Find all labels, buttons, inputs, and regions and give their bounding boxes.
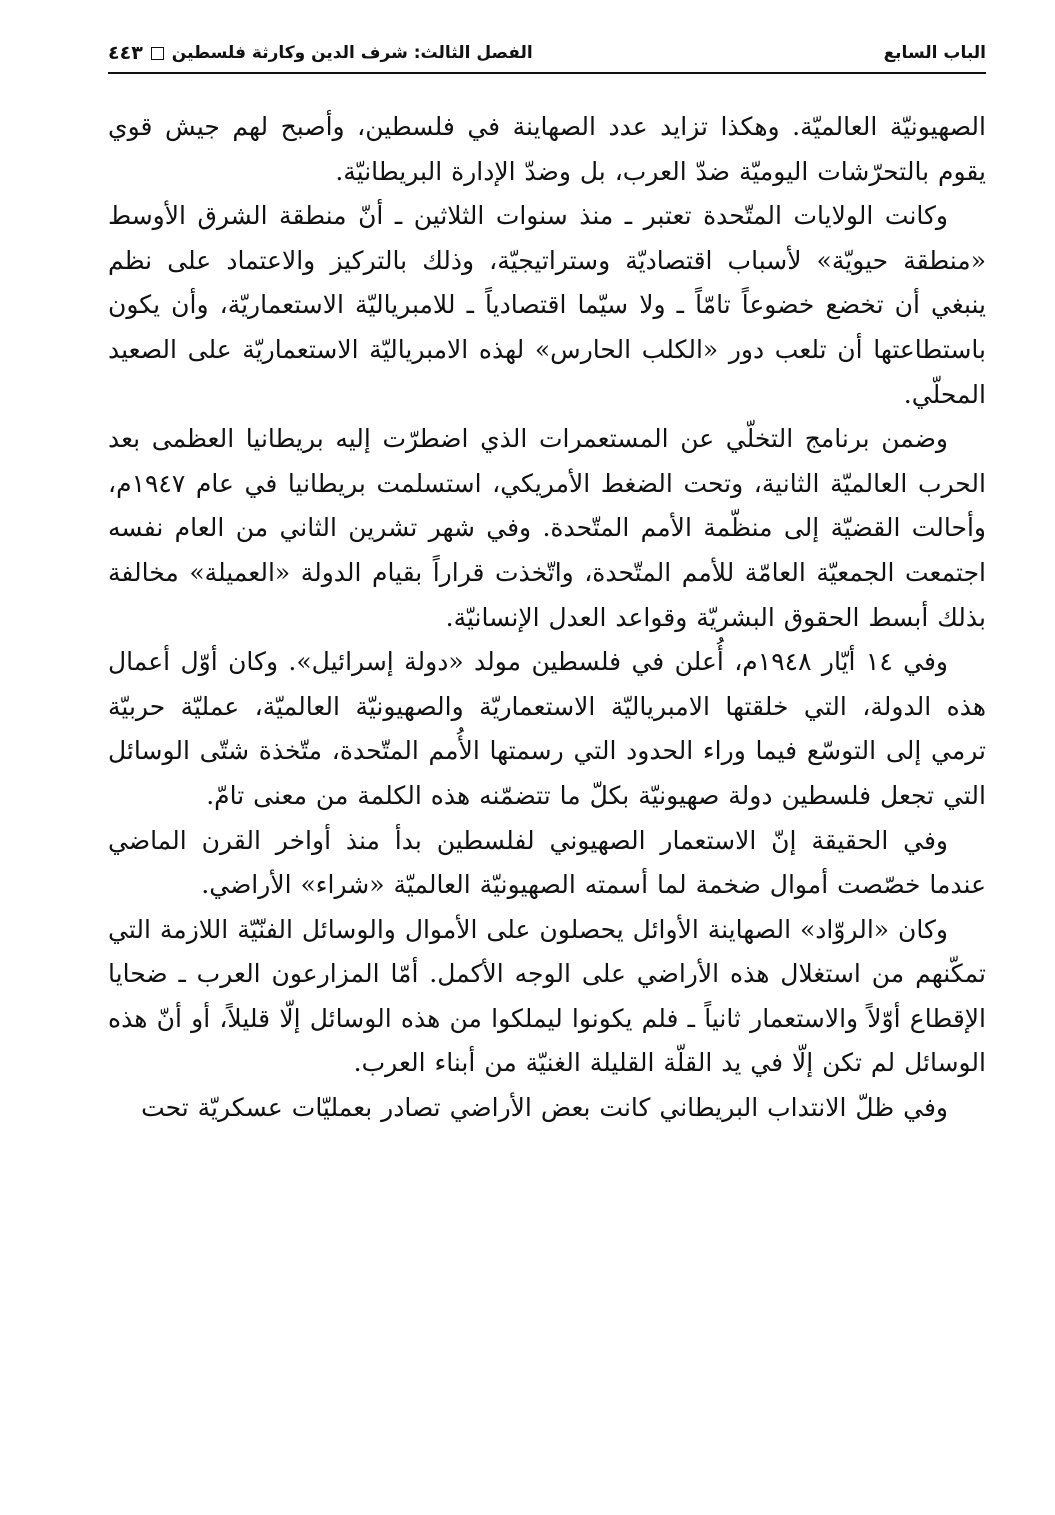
paragraph: وفي الحقيقة إنّ الاستعمار الصهيوني لفلسطين بدأ منذ أواخر القرن الماضي عندما خصّصت أموال ضخمة لما أسمته الصهيونيّة العالميّة «شراء» الأراضي.	[108, 825, 986, 900]
section-title: الفصل الثالث: شرف الدين وكارثة فلسطين	[171, 43, 533, 63]
paragraph: وفي ١٤ أيّار ١٩٤٨م، أُعلن في فلسطين مولد «دولة إسرائيل». وكان أوّل أعمال هذه الدولة، التي خلقتها الامبرياليّة الاستعماريّة والصهيونيّة العالميّة، عمليّة حربيّة ترمي إلى التوسّع فيما وراء الحدود التي رسمتها الأُمم المتّحدة، متّخذة شتّى الوسائل التي تجعل فلسطين دولة صهيونيّة بكلّ ما تتضمّنه هذه الكلمة من معنى تامّ.	[108, 647, 986, 810]
header-section-group	[108, 42, 533, 64]
chapter-title: الباب السابع	[883, 43, 986, 63]
paragraph: وكانت الولايات المتّحدة تعتبر ـ منذ سنوات الثلاثين ـ أنّ منطقة الشرق الأوسط «منطقة حيويّة» لأسباب اقتصاديّة وستراتيجيّة، وذلك بالتركيز والاعتماد على نظم ينبغي أن تخضع خضوعاً تامّاً ـ ولا سيّما اقتصادياً ـ للامبرياليّة الاستعماريّة، وأن يكون باستطاعتها أن تلعب دور «الكلب الحارس» لهذه الامبرياليّة الاستعماريّة على الصعيد المحلّي.	[108, 201, 986, 409]
paragraph: الصهيونيّة العالميّة. وهكذا تزايد عدد الصهاينة في فلسطين، وأصبح لهم جيش قوي يقوم بالتحرّشات اليوميّة ضدّ العرب، بل وضدّ الإدارة البريطانيّة.	[108, 112, 986, 186]
running-header	[108, 34, 986, 74]
page-number: ٤٤٣	[108, 42, 143, 64]
paragraph: وكان «الروّاد» الصهاينة الأوائل يحصلون على الأموال والوسائل الفنّيّة اللازمة التي تمكّنهم من استغلال هذه الأراضي على الوجه الأكمل. أمّا المزارعون العرب ـ ضحايا الإقطاع أوّلاً والاستعمار ثانياً ـ فلم يكونوا ليملكوا من هذه الوسائل إلّا قليلاً، أو أنّ هذه الوسائل لم تكن إلّا في يد القلّة القليلة الغنيّة من أبناء العرب.	[108, 914, 986, 1078]
paragraph: وفي ظلّ الانتداب البريطاني كانت بعض الأراضي تصادر بعمليّات عسكريّة تحت	[141, 1093, 948, 1123]
book-page	[108, 34, 986, 1474]
paragraph: وضمن برنامج التخلّي عن المستعمرات الذي اضطرّت إليه بريطانيا العظمى بعد الحرب العالميّة الثانية، وتحت الضغط الأمريكي، استسلمت بريطانيا في عام ١٩٤٧م، وأحالت القضيّة إلى منظّمة الأمم المتّحدة. وفي شهر تشرين الثاني من العام نفسه اجتمعت الجمعيّة العامّة للأمم المتّحدة، واتّخذت قراراً بقيام الدولة «العميلة» مخالفة بذلك أبسط الحقوق البشريّة وقواعد العدل الإنسانيّة.	[108, 424, 986, 632]
body-text	[108, 105, 986, 1131]
square-separator-icon	[151, 47, 164, 60]
